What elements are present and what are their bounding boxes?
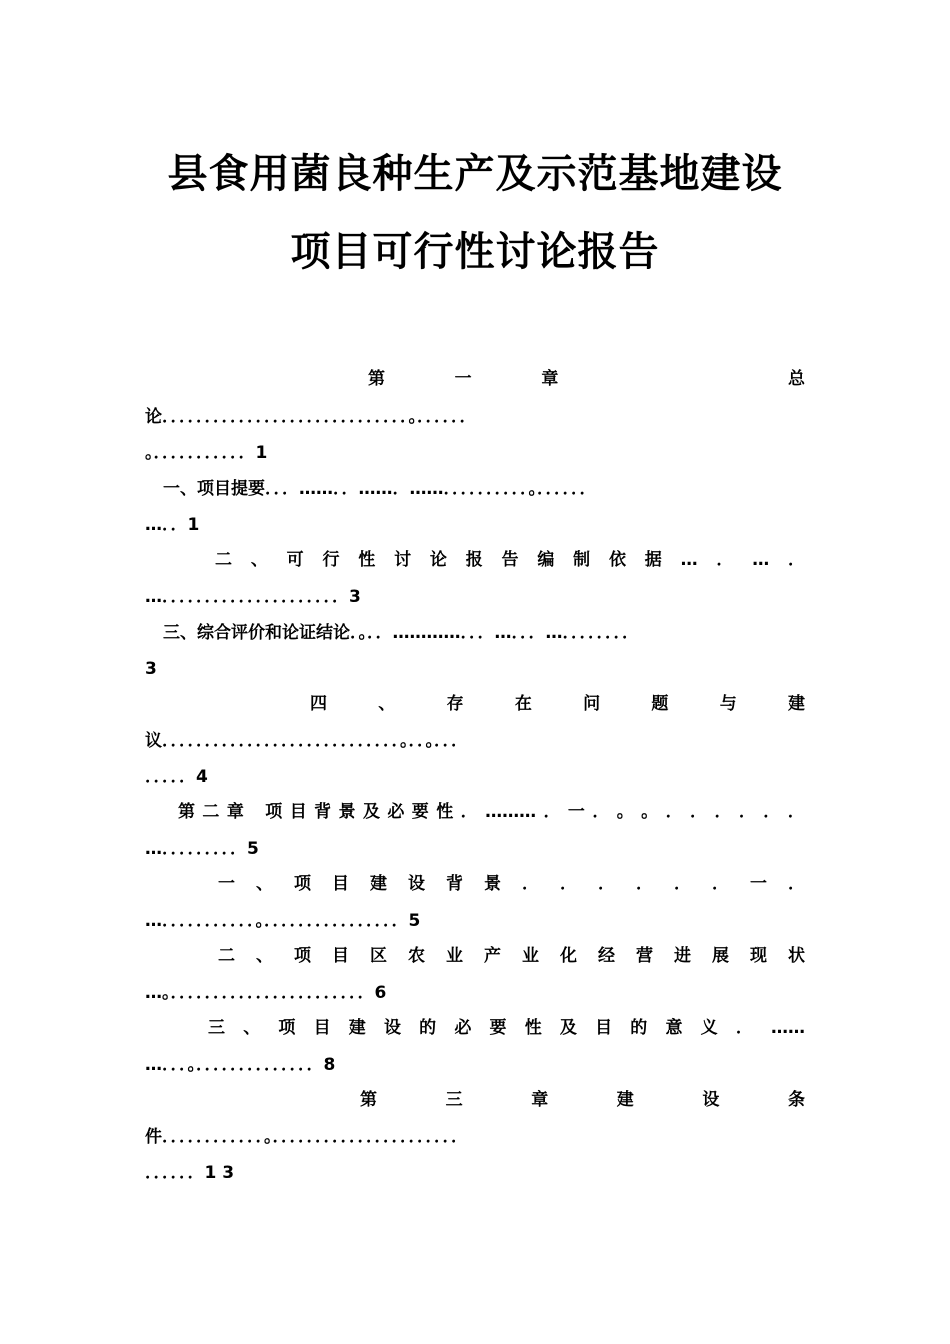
toc-char: 三 bbox=[208, 1018, 225, 1038]
toc-char: 三 bbox=[445, 1090, 463, 1110]
toc-char: 建 bbox=[616, 1090, 634, 1110]
toc-char: 总 bbox=[787, 369, 805, 389]
toc-char: 告 bbox=[501, 550, 519, 570]
toc-char: 据 bbox=[644, 550, 662, 570]
toc-char: 性 bbox=[436, 802, 454, 822]
toc-char: ． bbox=[592, 802, 610, 822]
toc-chapter3-leader: 件．．．．．．．．．．．．。．．．．．．．．．．．．．．．．．．．．．． bbox=[145, 1127, 468, 1147]
toc-char: 章 bbox=[226, 802, 244, 822]
toc-char: …… bbox=[771, 1018, 805, 1038]
toc-chapter2-heading[interactable] bbox=[178, 799, 805, 825]
toc-char: 背 bbox=[314, 802, 332, 822]
toc-char: 问 bbox=[583, 694, 601, 714]
toc-char: 、 bbox=[243, 1018, 261, 1038]
toc-char: … bbox=[680, 550, 698, 570]
toc-char: 在 bbox=[514, 694, 532, 714]
toc-char: 区 bbox=[370, 946, 387, 966]
toc-char: 二 bbox=[202, 802, 220, 822]
toc-char: … bbox=[752, 550, 770, 570]
toc-section-1-1[interactable]: 一、项目提要．．．……．．……．……．．．．．．．．．．。．．．．．． bbox=[163, 479, 597, 499]
toc-section-1-4[interactable] bbox=[310, 691, 805, 717]
toc-char: 讨 bbox=[394, 550, 412, 570]
toc-section-2-1[interactable] bbox=[218, 871, 805, 897]
document-title-line1: 县食用菌良种生产及示范基地建设 bbox=[167, 151, 783, 197]
toc-char: 一 bbox=[218, 874, 235, 894]
toc-char: 项 bbox=[294, 874, 311, 894]
toc-char: 报 bbox=[465, 550, 483, 570]
toc-char: 义 bbox=[700, 1018, 718, 1038]
toc-char: 必 bbox=[387, 802, 405, 822]
document-title-line2: 项目可行性讨论报告 bbox=[290, 229, 660, 275]
toc-char: 章 bbox=[541, 369, 559, 389]
toc-section-2-3-page: …．．．。．．．．．．．．．．．．．．8 bbox=[145, 1055, 336, 1075]
toc-char: 化 bbox=[560, 946, 577, 966]
toc-char: 、 bbox=[256, 946, 273, 966]
toc-chapter3-page: ．．．．．．1 3 bbox=[145, 1163, 235, 1183]
toc-char: 条 bbox=[787, 1090, 805, 1110]
toc-char: 设 bbox=[383, 1018, 401, 1038]
toc-char: 一 bbox=[750, 874, 767, 894]
toc-char: ． bbox=[735, 1018, 753, 1038]
toc-char: 展 bbox=[712, 946, 729, 966]
toc-char: 性 bbox=[524, 1018, 542, 1038]
toc-char: 。 bbox=[641, 802, 659, 822]
toc-char: 意 bbox=[665, 1018, 683, 1038]
toc-char: 景 bbox=[484, 874, 501, 894]
toc-char: 目 bbox=[332, 946, 349, 966]
toc-chapter1-page: 。．．．．．．．．．．．1 bbox=[145, 443, 268, 463]
toc-section-1-3[interactable]: 三、综合评价和论证结论．。．．…………．．．…．．．…．．．．．．．． bbox=[163, 623, 639, 643]
toc-char: 产 bbox=[484, 946, 501, 966]
toc-char: 背 bbox=[446, 874, 463, 894]
toc-char: 建 bbox=[370, 874, 387, 894]
toc-char: 的 bbox=[630, 1018, 648, 1038]
toc-char: 设 bbox=[408, 874, 425, 894]
toc-chapter3-heading[interactable] bbox=[360, 1087, 805, 1113]
toc-char: 题 bbox=[651, 694, 669, 714]
toc-char: 论 bbox=[429, 550, 447, 570]
toc-char: 与 bbox=[719, 694, 737, 714]
toc-char: 经 bbox=[598, 946, 615, 966]
toc-char: 设 bbox=[702, 1090, 720, 1110]
toc-char: 业 bbox=[446, 946, 463, 966]
toc-section-2-3[interactable] bbox=[208, 1015, 805, 1041]
toc-char: 、 bbox=[256, 874, 273, 894]
toc-char: ． bbox=[714, 802, 732, 822]
toc-chapter2-page: …．．．．．．．．．5 bbox=[145, 839, 259, 859]
toc-char: ． bbox=[460, 802, 478, 822]
toc-char: 章 bbox=[531, 1090, 549, 1110]
toc-char: 状 bbox=[788, 946, 805, 966]
toc-section-1-3-page: 3 bbox=[145, 659, 157, 679]
toc-char: 农 bbox=[408, 946, 425, 966]
toc-char: 景 bbox=[338, 802, 356, 822]
toc-section-2-2[interactable] bbox=[218, 943, 805, 969]
toc-char: 四 bbox=[310, 694, 327, 714]
toc-char: ． bbox=[738, 802, 756, 822]
toc-char: 二 bbox=[215, 550, 232, 570]
toc-char: 目 bbox=[289, 802, 307, 822]
toc-section-2-1-page: …．．．．．．．．．．．。．．．．．．．．．．．．．．．．5 bbox=[145, 911, 421, 931]
toc-char: 的 bbox=[419, 1018, 437, 1038]
toc-char: 及 bbox=[559, 1018, 577, 1038]
toc-chapter1-leader: 论．．．．．．．．．．．．．．．．．．．．．．．．．．．．．。．．．．．． bbox=[145, 407, 477, 427]
toc-char: ． bbox=[788, 550, 805, 570]
toc-char: 编 bbox=[537, 550, 555, 570]
toc-char: ． bbox=[674, 874, 691, 894]
toc-char: ． bbox=[636, 874, 653, 894]
toc-char: ． bbox=[543, 802, 561, 822]
toc-char: 第 bbox=[368, 369, 385, 389]
toc-section-1-2[interactable] bbox=[215, 547, 805, 573]
toc-char: 。 bbox=[616, 802, 634, 822]
toc-char: 、 bbox=[378, 694, 396, 714]
toc-char: ． bbox=[690, 802, 708, 822]
toc-char: 一 bbox=[454, 369, 472, 389]
toc-char: 行 bbox=[322, 550, 340, 570]
toc-char: ． bbox=[788, 874, 805, 894]
toc-char: 要 bbox=[489, 1018, 507, 1038]
toc-char: 营 bbox=[636, 946, 653, 966]
toc-char: 目 bbox=[313, 1018, 331, 1038]
toc-char: 二 bbox=[218, 946, 235, 966]
toc-char: 建 bbox=[787, 694, 805, 714]
toc-char: 目 bbox=[332, 874, 349, 894]
toc-char: ． bbox=[712, 874, 729, 894]
toc-char: 性 bbox=[358, 550, 376, 570]
toc-char: 第 bbox=[178, 802, 195, 822]
toc-char: ． bbox=[763, 802, 781, 822]
toc-char: 项 bbox=[294, 946, 311, 966]
toc-char: 存 bbox=[446, 694, 464, 714]
toc-char: ……… bbox=[485, 802, 537, 822]
toc-section-2-2-page: …。．．．．．．．．．．．．．．．．．．．．．．．6 bbox=[145, 983, 387, 1003]
toc-char: ． bbox=[522, 874, 539, 894]
toc-char: 现 bbox=[750, 946, 767, 966]
toc-chapter1-heading[interactable] bbox=[145, 366, 805, 392]
toc-char: 制 bbox=[573, 550, 591, 570]
toc-char: ． bbox=[598, 874, 615, 894]
toc-char: 进 bbox=[674, 946, 691, 966]
toc-section-1-1-page: …．．1 bbox=[145, 515, 200, 535]
toc-char: ． bbox=[787, 802, 805, 822]
toc-char: 一 bbox=[567, 802, 585, 822]
toc-section-1-2-page: …．．．．．．．．．．．．．．．．．．．．．3 bbox=[145, 587, 361, 607]
toc-char: 及 bbox=[362, 802, 380, 822]
toc-char: 第 bbox=[360, 1090, 377, 1110]
toc-char: 项 bbox=[265, 802, 283, 822]
toc-char: ． bbox=[716, 550, 734, 570]
toc-char: ． bbox=[665, 802, 683, 822]
toc-char: 目 bbox=[595, 1018, 613, 1038]
toc-char: 要 bbox=[411, 802, 429, 822]
toc-char: 依 bbox=[608, 550, 626, 570]
toc-char: 业 bbox=[522, 946, 539, 966]
toc-section-1-4-page: ．．．．．4 bbox=[145, 767, 208, 787]
toc-char: 项 bbox=[278, 1018, 296, 1038]
toc-char: ． bbox=[560, 874, 577, 894]
toc-section-1-4-leader: 议．．．．．．．．．．．．．．．．．．．．．．．．．．．．。．．。．．． bbox=[145, 731, 468, 751]
toc-char: 可 bbox=[286, 550, 304, 570]
toc-char: 必 bbox=[454, 1018, 472, 1038]
toc-char: 、 bbox=[250, 550, 268, 570]
toc-char: 建 bbox=[348, 1018, 366, 1038]
